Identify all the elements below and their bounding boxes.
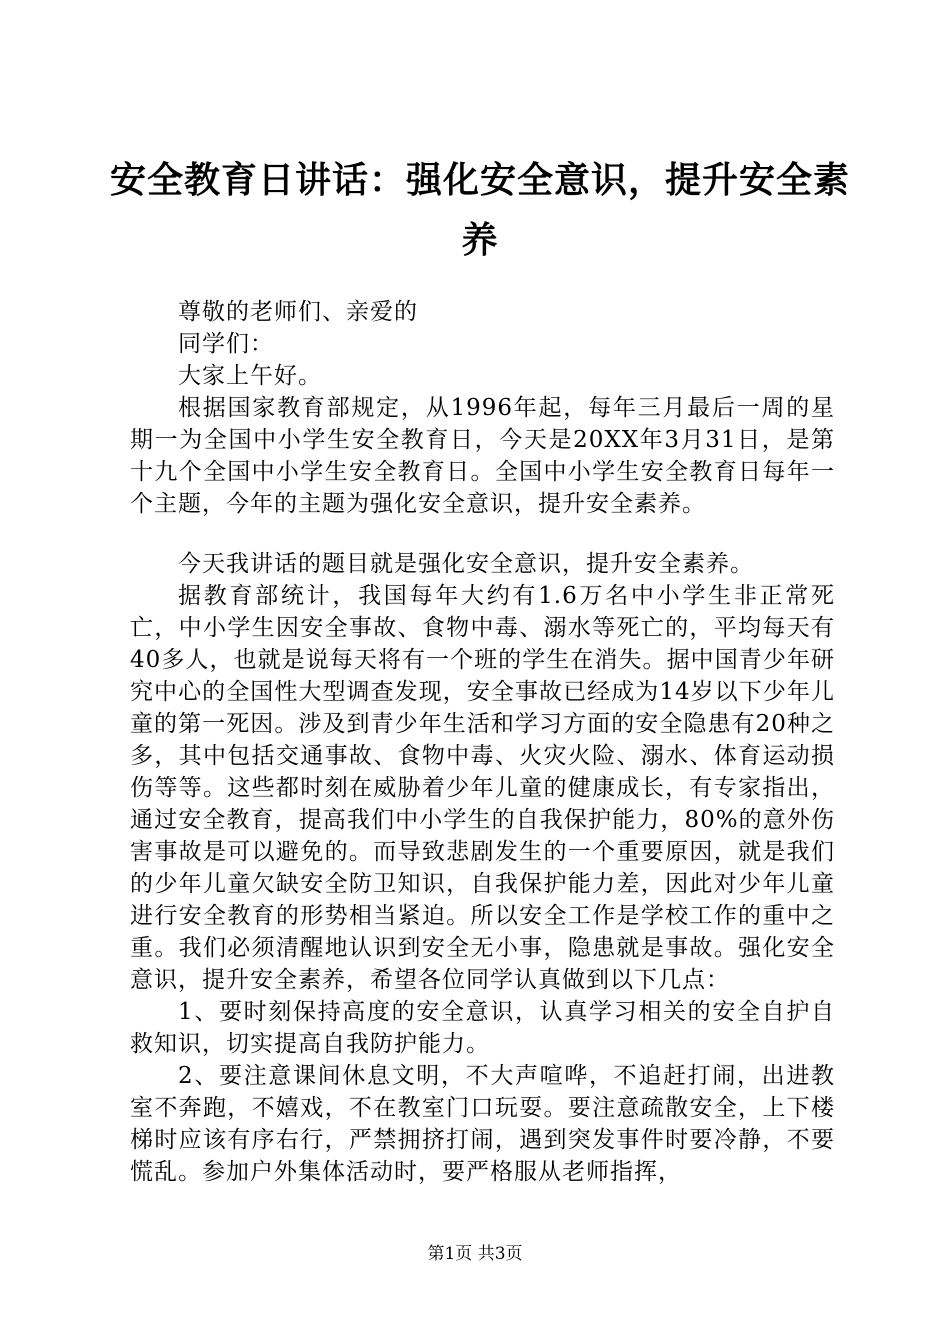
greeting-line-1: 尊敬的老师们、亲爱的 <box>178 299 418 325</box>
page-footer: 第1页 共3页 <box>427 1244 523 1264</box>
paragraph-statistics: 据教育部统计，我国每年大约有1.6万名中小学生非正常死亡，中小学生因安全事故、食物中毒、溺水等死亡的，平均每天有40多人，也就是说每天将有一个班的学生在消失。据中国青少年研究中心的全国性大型调查发现，安全事故已经成为14岁以下少年儿童的第一死因。涉及到青少年生活和学习方面的安全隐患有20种之多，其中包括交通事故、食物中毒、火灾火险、溺水、体育运动损伤等等。这些都时刻在威胁着少年儿童的健康成长，有专家指出，通过安全教育，提高我们中小学生的自我保护能力，80%的意外伤害事故是可以避免的。而导致悲剧发生的一个重要原因，就是我们的少年儿童欠缺安全防卫知识，自我保护能力差，因此对少年儿童进行安全教育的形势相当紧迫。所以安全工作是学校工作的重中之重。我们必须清醒地认识到安全无小事，隐患就是事故。强化安全意识，提升安全素养，希望各位同学认真做到以下几点： <box>130 583 835 993</box>
list-item-1: 1、要时刻保持高度的安全意识，认真学习相关的安全自护自救知识，切实提高自我防护能力。 <box>130 999 835 1057</box>
paragraph-topic: 今天我讲话的题目就是强化安全意识，提升安全素养。 <box>178 551 754 577</box>
paragraph-intro: 根据国家教育部规定，从1996年起，每年三月最后一周的星期一为全国中小学生安全教育日，今天是20XX年3月31日，是第十九个全国中小学生安全教育日。全国中小学生安全教育日每年一个主题，今年的主题为强化安全意识，提升安全素养。 <box>130 395 835 517</box>
document-body <box>130 296 835 1188</box>
list-item-2: 2、要注意课间休息文明，不大声喧哗，不追赶打闹，出进教室不奔跑，不嬉戏，不在教室门口玩耍。要注意疏散安全，上下楼梯时应该有序右行，严禁拥挤打闹，遇到突发事件时要冷静，不要慌乱。参加户外集体活动时，要严格服从老师指挥， <box>130 1063 835 1185</box>
document-title: 安全教育日讲话：强化安全意识，提升安全素养 <box>109 159 850 261</box>
greeting-line-3: 大家上午好。 <box>178 363 322 389</box>
greeting-line-2: 同学们： <box>178 331 274 357</box>
